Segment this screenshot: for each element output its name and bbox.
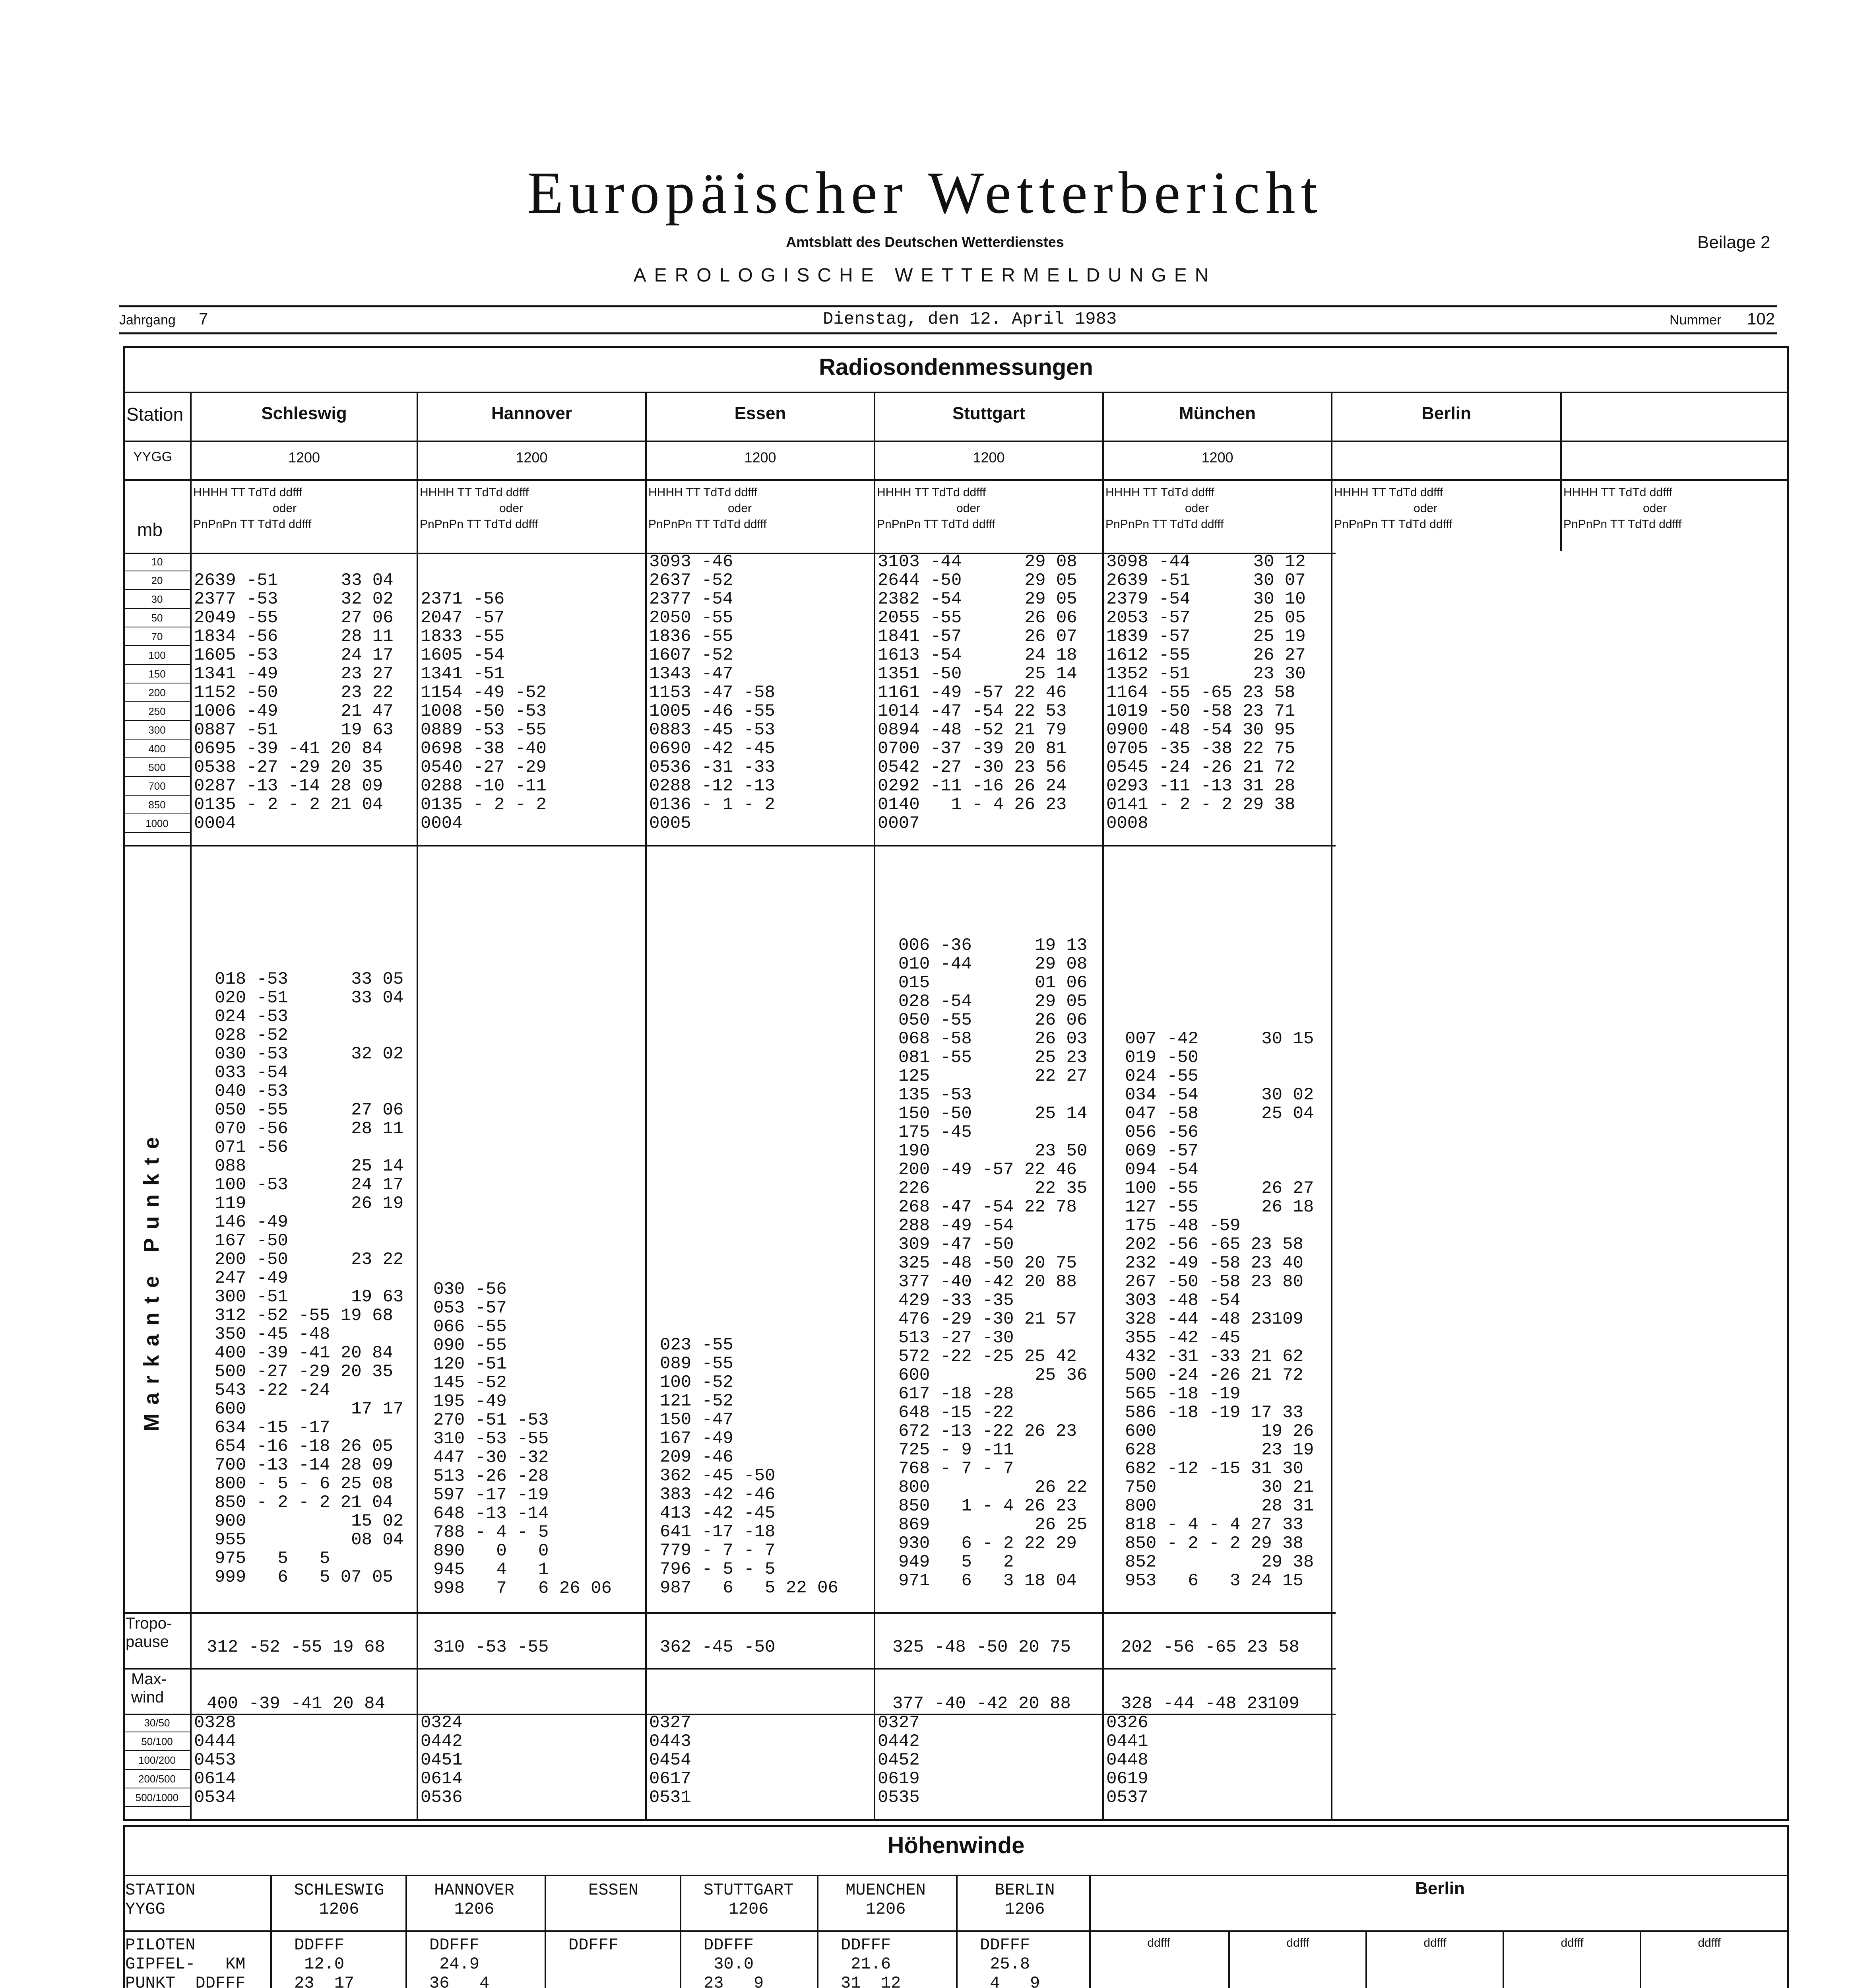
rule — [123, 441, 1789, 442]
ddfff-header: ddfff — [1286, 1936, 1309, 1949]
rule — [123, 392, 1789, 393]
rule — [123, 845, 1336, 846]
maxwind-label: Max-wind — [131, 1670, 167, 1706]
thickness-label: 500/1000 — [123, 1788, 191, 1807]
column-header-oder: oder — [1414, 502, 1438, 515]
station-name: Stuttgart — [952, 404, 1026, 423]
mb-level: 150 — [123, 665, 191, 683]
col-rule — [545, 1875, 546, 1988]
mb-level: 400 — [123, 740, 191, 758]
mb-level: 250 — [123, 702, 191, 721]
mb-level: 850 — [123, 796, 191, 814]
mb-level: 70 — [123, 627, 191, 646]
ddfff-header: ddfff — [1698, 1936, 1721, 1949]
tropopause-value: 362 -45 -50 — [660, 1637, 776, 1657]
tropopause-value: 202 -56 -65 23 58 — [1121, 1637, 1299, 1657]
rule — [123, 479, 1789, 481]
piloten-value: DDFFF — [568, 1936, 619, 1955]
mb-level: 200 — [123, 683, 191, 702]
mb-level: 700 — [123, 777, 191, 796]
piloten-value: DDFFF 25.8 4 9 — [980, 1936, 1040, 1988]
hannover-standard-levels: 2371 -56 2047 -57 1833 -55 1605 -54 1341 -51 1154 -49 -52 1008 -50 -53 0889 -53 -55 0698 -38 -40 0540 -27 -29 0288 -10 -11 0135 - 2 - 2 0004 — [421, 589, 547, 833]
column-header-bottom: PnPnPn TT TdTd ddfff — [193, 518, 312, 531]
tropopause-label: Tropo-pause — [126, 1615, 172, 1650]
col-rule — [1365, 1930, 1367, 1988]
column-header-top: HHHH TT TdTd ddfff — [1105, 486, 1214, 499]
wind-station-yygg: 1206 — [319, 1900, 359, 1919]
mb-level: 300 — [123, 721, 191, 740]
yygg-value: 1200 — [288, 449, 320, 466]
thickness-values: 0328 0444 0453 0614 0534 — [194, 1713, 236, 1807]
thickness-values: 0327 0443 0454 0617 0531 — [649, 1713, 691, 1807]
column-header-bottom: PnPnPn TT TdTd ddfff — [1334, 518, 1452, 531]
wind-station-name: BERLIN — [995, 1881, 1055, 1900]
column-header-bottom: PnPnPn TT TdTd ddfff — [1105, 518, 1224, 531]
supplement-label: Beilage 2 — [1697, 233, 1770, 252]
mb-level: 1000 — [123, 814, 191, 833]
station-label: STATION YYGG — [125, 1881, 196, 1919]
mb-level: 10 — [123, 553, 191, 571]
yygg-label: YYGG — [133, 449, 173, 464]
thickness-values: 0326 0441 0448 0619 0537 — [1106, 1713, 1148, 1807]
section-heading: AEROLOGISCHE WETTERMELDUNGEN — [633, 265, 1217, 286]
mb-level: 100 — [123, 646, 191, 665]
thickness-label: 30/50 — [123, 1714, 191, 1732]
col-rule — [405, 1875, 407, 1988]
column-header-top: HHHH TT TdTd ddfff — [420, 486, 529, 499]
yygg-value: 1200 — [516, 449, 548, 466]
ddfff-header: ddfff — [1147, 1936, 1170, 1949]
column-header-bottom: PnPnPn TT TdTd ddfff — [1563, 518, 1682, 531]
nummer-label: Nummer — [1670, 313, 1722, 328]
stuttgart-standard-levels: 3103 -44 29 08 2644 -50 29 05 2382 -54 29 05 2055 -55 26 06 1841 -57 26 07 1613 -54 24 18 1351 -50 25 14 1161 -49 -57 22 46 1014 -47 -54 22 53 0894 -48 -52 21 79 0700 -37 -39 20 81 0542 -27 -30 23 56 0292 -11 -16 26 24 0140 1 - 4 26 23 0007 — [878, 552, 1077, 833]
hannover-marked-points: 030 -56 053 -57 066 -55 090 -55 120 -51 145 -52 195 -49 270 -51 -53 310 -53 -55 447 -30 -32 513 -26 -28 597 -17 -19 648 -13 -14 788 - 4 - 5 890 0 0 945 4 1 998 7 6 26 06 — [433, 1279, 612, 1598]
column-header-top: HHHH TT TdTd ddfff — [877, 486, 986, 499]
tropopause-value: 325 -48 -50 20 75 — [892, 1637, 1071, 1657]
col-rule — [270, 1875, 272, 1988]
mb-label: mb — [137, 519, 163, 540]
column-header-top: HHHH TT TdTd ddfff — [193, 486, 302, 499]
col-rule — [1640, 1930, 1641, 1988]
schleswig-standard-levels: 2639 -51 33 04 2377 -53 32 02 2049 -55 27 06 1834 -56 28 11 1605 -53 24 17 1341 -49 23 27 1152 -50 23 22 1006 -49 21 47 0887 -51 19 63 0695 -39 -41 20 84 0538 -27 -29 20 35 0287 -13 -14 28 09 0135 - 2 - 2 21 04 0004 — [194, 571, 394, 833]
header-rule — [119, 305, 1777, 307]
column-header-oder: oder — [956, 502, 981, 515]
schleswig-marked-points: 018 -53 33 05 020 -51 33 04 024 -53 028 -52 030 -53 32 02 033 -54 040 -53 050 -55 27 06 070 -56 28 11 071 -56 088 25 14 100 -53 24 17 119 26 19 146 -49 167 -50 200 -50 23 22 247 -49 300 -51 19 63 312 -52 -55 19 68 350 -45 -48 400 -39 -41 20 84 500 -27 -29 20 35 543 -22 -24 600 17 17 634 -15 -17 654 -16 -18 26 05 700 -13 -14 28 09 800 - 5 - 6 25 08 850 - 2 - 2 21 04 900 15 02 955 08 04 975 5 5 999 6 5 07 05 — [215, 969, 404, 1587]
mb-level: 20 — [123, 571, 191, 590]
col-rule — [680, 1875, 681, 1988]
col-rule — [1503, 1930, 1504, 1988]
mb-level: 30 — [123, 590, 191, 609]
station-name: Hannover — [491, 404, 572, 423]
wind-station-name: ESSEN — [588, 1881, 639, 1900]
thickness-values: 0324 0442 0451 0614 0536 — [421, 1713, 463, 1807]
column-header-top: HHHH TT TdTd ddfff — [648, 486, 757, 499]
wind-station-name: MUENCHEN — [845, 1881, 926, 1900]
page-subtitle: Amtsblatt des Deutschen Wetterdienstes — [786, 234, 1064, 250]
wind-station-name: HANNOVER — [434, 1881, 514, 1900]
col-rule — [417, 392, 418, 1821]
column-header-oder: oder — [728, 502, 752, 515]
col-rule — [817, 1875, 818, 1988]
col-rule — [956, 1875, 958, 1988]
piloten-value: DDFFF 12.0 23 17 — [294, 1936, 355, 1988]
page-title: Europäischer Wetterbericht — [527, 160, 1323, 226]
ddfff-header: ddfff — [1423, 1936, 1447, 1949]
jahrgang-label: Jahrgang — [119, 313, 176, 328]
mb-level-column — [123, 553, 191, 833]
col-rule — [1560, 392, 1562, 551]
yygg-value: 1200 — [744, 449, 776, 466]
column-header-oder: oder — [1643, 502, 1667, 515]
mb-level: 500 — [123, 758, 191, 777]
wind-station-name: STUTTGART — [703, 1881, 794, 1900]
yygg-value: 1200 — [973, 449, 1005, 466]
upper-winds-title: Höhenwinde — [887, 1833, 1025, 1858]
ddfff-header: ddfff — [1561, 1936, 1584, 1949]
station-name: Schleswig — [261, 404, 347, 423]
col-rule — [874, 392, 875, 1821]
station-name: München — [1179, 404, 1256, 423]
muenchen-standard-levels: 3098 -44 30 12 2639 -51 30 07 2379 -54 30 10 2053 -57 25 05 1839 -57 25 19 1612 -55 26 27 1352 -51 23 30 1164 -55 -65 23 58 1019 -50 -58 23 71 0900 -48 -54 30 95 0705 -35 -38 22 75 0545 -24 -26 21 72 0293 -11 -13 31 28 0141 - 2 - 2 29 38 0008 — [1106, 552, 1306, 833]
maxwind-value: 377 -40 -42 20 88 — [892, 1694, 1071, 1714]
piloten-label: PILOTEN GIPFEL- KM PUNKT DDFFF — [125, 1936, 246, 1988]
muenchen-marked-points: 007 -42 30 15 019 -50 024 -55 034 -54 30 02 047 -58 25 04 056 -56 069 -57 094 -54 100 -55 26 27 127 -55 26 18 175 -48 -59 202 -56 -65 23 58 232 -49 -58 23 40 267 -50 -58 23 80 303 -48 -54 328 -44 -48 23109 355 -42 -45 432 -31 -33 21 62 500 -24 -26 21 72 565 -18 -19 586 -18 -19 17 33 600 19 26 628 23 19 682 -12 -15 31 30 750 30 21 800 28 31 818 - 4 - 4 27 33 850 - 2 - 2 29 38 852 29 38 953 6 3 24 15 — [1125, 1029, 1314, 1591]
rule — [123, 1612, 1336, 1614]
station-name: Essen — [734, 404, 786, 423]
issue-date: Dienstag, den 12. April 1983 — [823, 309, 1117, 329]
column-header-oder: oder — [273, 502, 297, 515]
column-header-top: HHHH TT TdTd ddfff — [1334, 486, 1443, 499]
tropopause-value: 312 -52 -55 19 68 — [207, 1637, 385, 1657]
col-rule — [1331, 392, 1332, 1821]
mb-level: 50 — [123, 609, 191, 627]
header-rule-2 — [119, 332, 1777, 334]
thickness-labels — [123, 1714, 191, 1807]
jahrgang-value: 7 — [199, 309, 208, 328]
wind-station-yygg: 1206 — [728, 1900, 769, 1919]
berlin-header: Berlin — [1415, 1879, 1465, 1898]
column-header-bottom: PnPnPn TT TdTd ddfff — [877, 518, 995, 531]
marked-points-label: Markante Punkte — [140, 1128, 163, 1431]
col-rule — [1228, 1930, 1230, 1988]
column-header-bottom: PnPnPn TT TdTd ddfff — [420, 518, 538, 531]
radiosonde-title: Radiosondenmessungen — [819, 354, 1093, 380]
piloten-value: DDFFF 30.0 23 9 — [704, 1936, 764, 1988]
maxwind-value: 328 -44 -48 23109 — [1121, 1694, 1299, 1714]
wind-station-name: SCHLESWIG — [294, 1881, 384, 1900]
piloten-value: DDFFF 24.9 36 4 — [429, 1936, 490, 1988]
essen-marked-points: 023 -55 089 -55 100 -52 121 -52 150 -47 167 -49 209 -46 362 -45 -50 383 -42 -46 413 -42 -45 641 -17 -18 779 - 7 - 7 796 - 5 - 5 987 6 5 22 06 — [660, 1335, 838, 1598]
station-name: Berlin — [1421, 404, 1471, 423]
column-header-oder: oder — [1185, 502, 1209, 515]
essen-standard-levels: 3093 -46 2637 -52 2377 -54 2050 -55 1836 -55 1607 -52 1343 -47 1153 -47 -58 1005 -46 -55 0883 -45 -53 0690 -42 -45 0536 -31 -33 0288 -12 -13 0136 - 1 - 2 0005 — [649, 552, 775, 833]
column-header-top: HHHH TT TdTd ddfff — [1563, 486, 1672, 499]
col-rule — [1102, 392, 1104, 1821]
maxwind-value: 400 -39 -41 20 84 — [207, 1694, 385, 1714]
column-header-bottom: PnPnPn TT TdTd ddfff — [648, 518, 767, 531]
thickness-values: 0327 0442 0452 0619 0535 — [878, 1713, 920, 1807]
column-header-oder: oder — [499, 502, 524, 515]
rule — [123, 1668, 1336, 1670]
thickness-label: 50/100 — [123, 1732, 191, 1751]
wind-station-yygg: 1206 — [1005, 1900, 1045, 1919]
tropopause-value: 310 -53 -55 — [433, 1637, 549, 1657]
piloten-value: DDFFF 21.6 31 12 — [841, 1936, 901, 1988]
station-label: Station — [126, 404, 184, 425]
rule — [123, 1714, 1336, 1715]
thickness-label: 200/500 — [123, 1770, 191, 1788]
wind-station-yygg: 1206 — [454, 1900, 494, 1919]
thickness-label: 100/200 — [123, 1751, 191, 1770]
nummer-value: 102 — [1747, 309, 1775, 328]
yygg-value: 1200 — [1201, 449, 1233, 466]
col-rule — [645, 392, 647, 1821]
wind-station-yygg: 1206 — [865, 1900, 906, 1919]
stuttgart-marked-points: 006 -36 19 13 010 -44 29 08 015 01 06 028 -54 29 05 050 -55 26 06 068 -58 26 03 081 -55 25 23 125 22 27 135 -53 150 -50 25 14 175 -45 190 23 50 200 -49 -57 22 46 226 22 35 268 -47 -54 22 78 288 -49 -54 309 -47 -50 325 -48 -50 20 75 377 -40 -42 20 88 429 -33 -35 476 -29 -30 21 57 513 -27 -30 572 -22 -25 25 42 600 25 36 617 -18 -28 648 -15 -22 672 -13 -22 26 23 725 - 9 -11 768 - 7 - 7 800 26 22 850 1 - 4 26 23 869 26 25 930 6 - 2 22 29 949 5 2 971 6 3 18 04 — [898, 936, 1088, 1591]
